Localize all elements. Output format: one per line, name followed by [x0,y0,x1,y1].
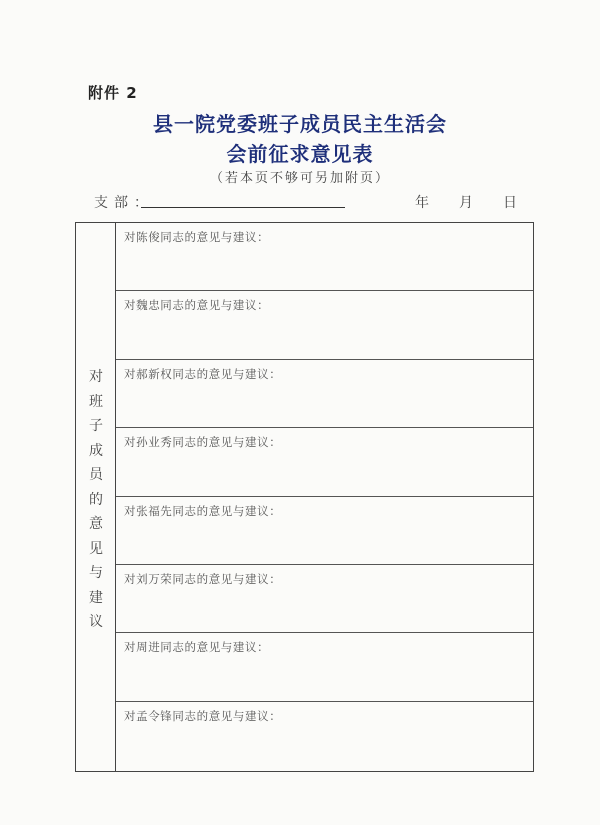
opinion-row[interactable] [116,291,533,359]
opinion-row[interactable] [116,223,533,291]
opinion-row-label: 对魏忠同志的意见与建议： [124,298,270,313]
side-label-char: 见 [89,540,103,557]
date-day-label: 日 [503,195,517,211]
opinion-rows [116,223,533,771]
side-label-char: 的 [89,491,103,508]
side-label-column [76,223,116,771]
attachment-label: 附件 2 [88,84,138,102]
opinion-row[interactable] [116,633,533,701]
opinion-row-label: 对周进同志的意见与建议： [124,640,270,655]
page-subtitle: 会前征求意见表 [226,142,374,166]
page-note: （若本页不够可另加附页） [209,171,390,186]
side-label-char: 班 [89,393,103,410]
page-title: 县一院党委班子成员民主生活会 [153,112,447,136]
opinion-row-label: 对郝新权同志的意见与建议： [124,366,282,381]
opinion-row-label: 对张福先同志的意见与建议： [124,503,282,518]
opinion-row-label: 对陈俊同志的意见与建议： [124,230,270,244]
branch-input-line[interactable] [141,207,345,208]
opinion-row[interactable] [116,497,533,565]
opinion-row[interactable] [116,428,533,496]
side-label-char: 成 [89,442,103,459]
opinion-row-label: 对孟令锋同志的意见与建议： [124,708,282,723]
side-label-char: 意 [89,516,103,532]
side-label-char: 建 [89,589,103,606]
date-month-label: 月 [459,195,473,211]
opinion-form-table [75,222,534,772]
branch-label: 支部： [94,195,154,211]
opinion-row-label: 对孙业秀同志的意见与建议： [124,435,282,450]
opinion-row-label: 对刘万荣同志的意见与建议： [124,571,282,586]
side-label-char: 对 [89,369,103,385]
side-label-char: 员 [89,467,103,483]
opinion-row[interactable] [116,702,533,770]
side-label-char: 子 [89,418,103,434]
opinion-row[interactable] [116,565,533,633]
date-year-label: 年 [415,195,429,211]
opinion-row[interactable] [116,360,533,428]
side-label-char: 与 [89,565,103,581]
side-label [76,365,116,635]
side-label-char: 议 [89,614,103,630]
